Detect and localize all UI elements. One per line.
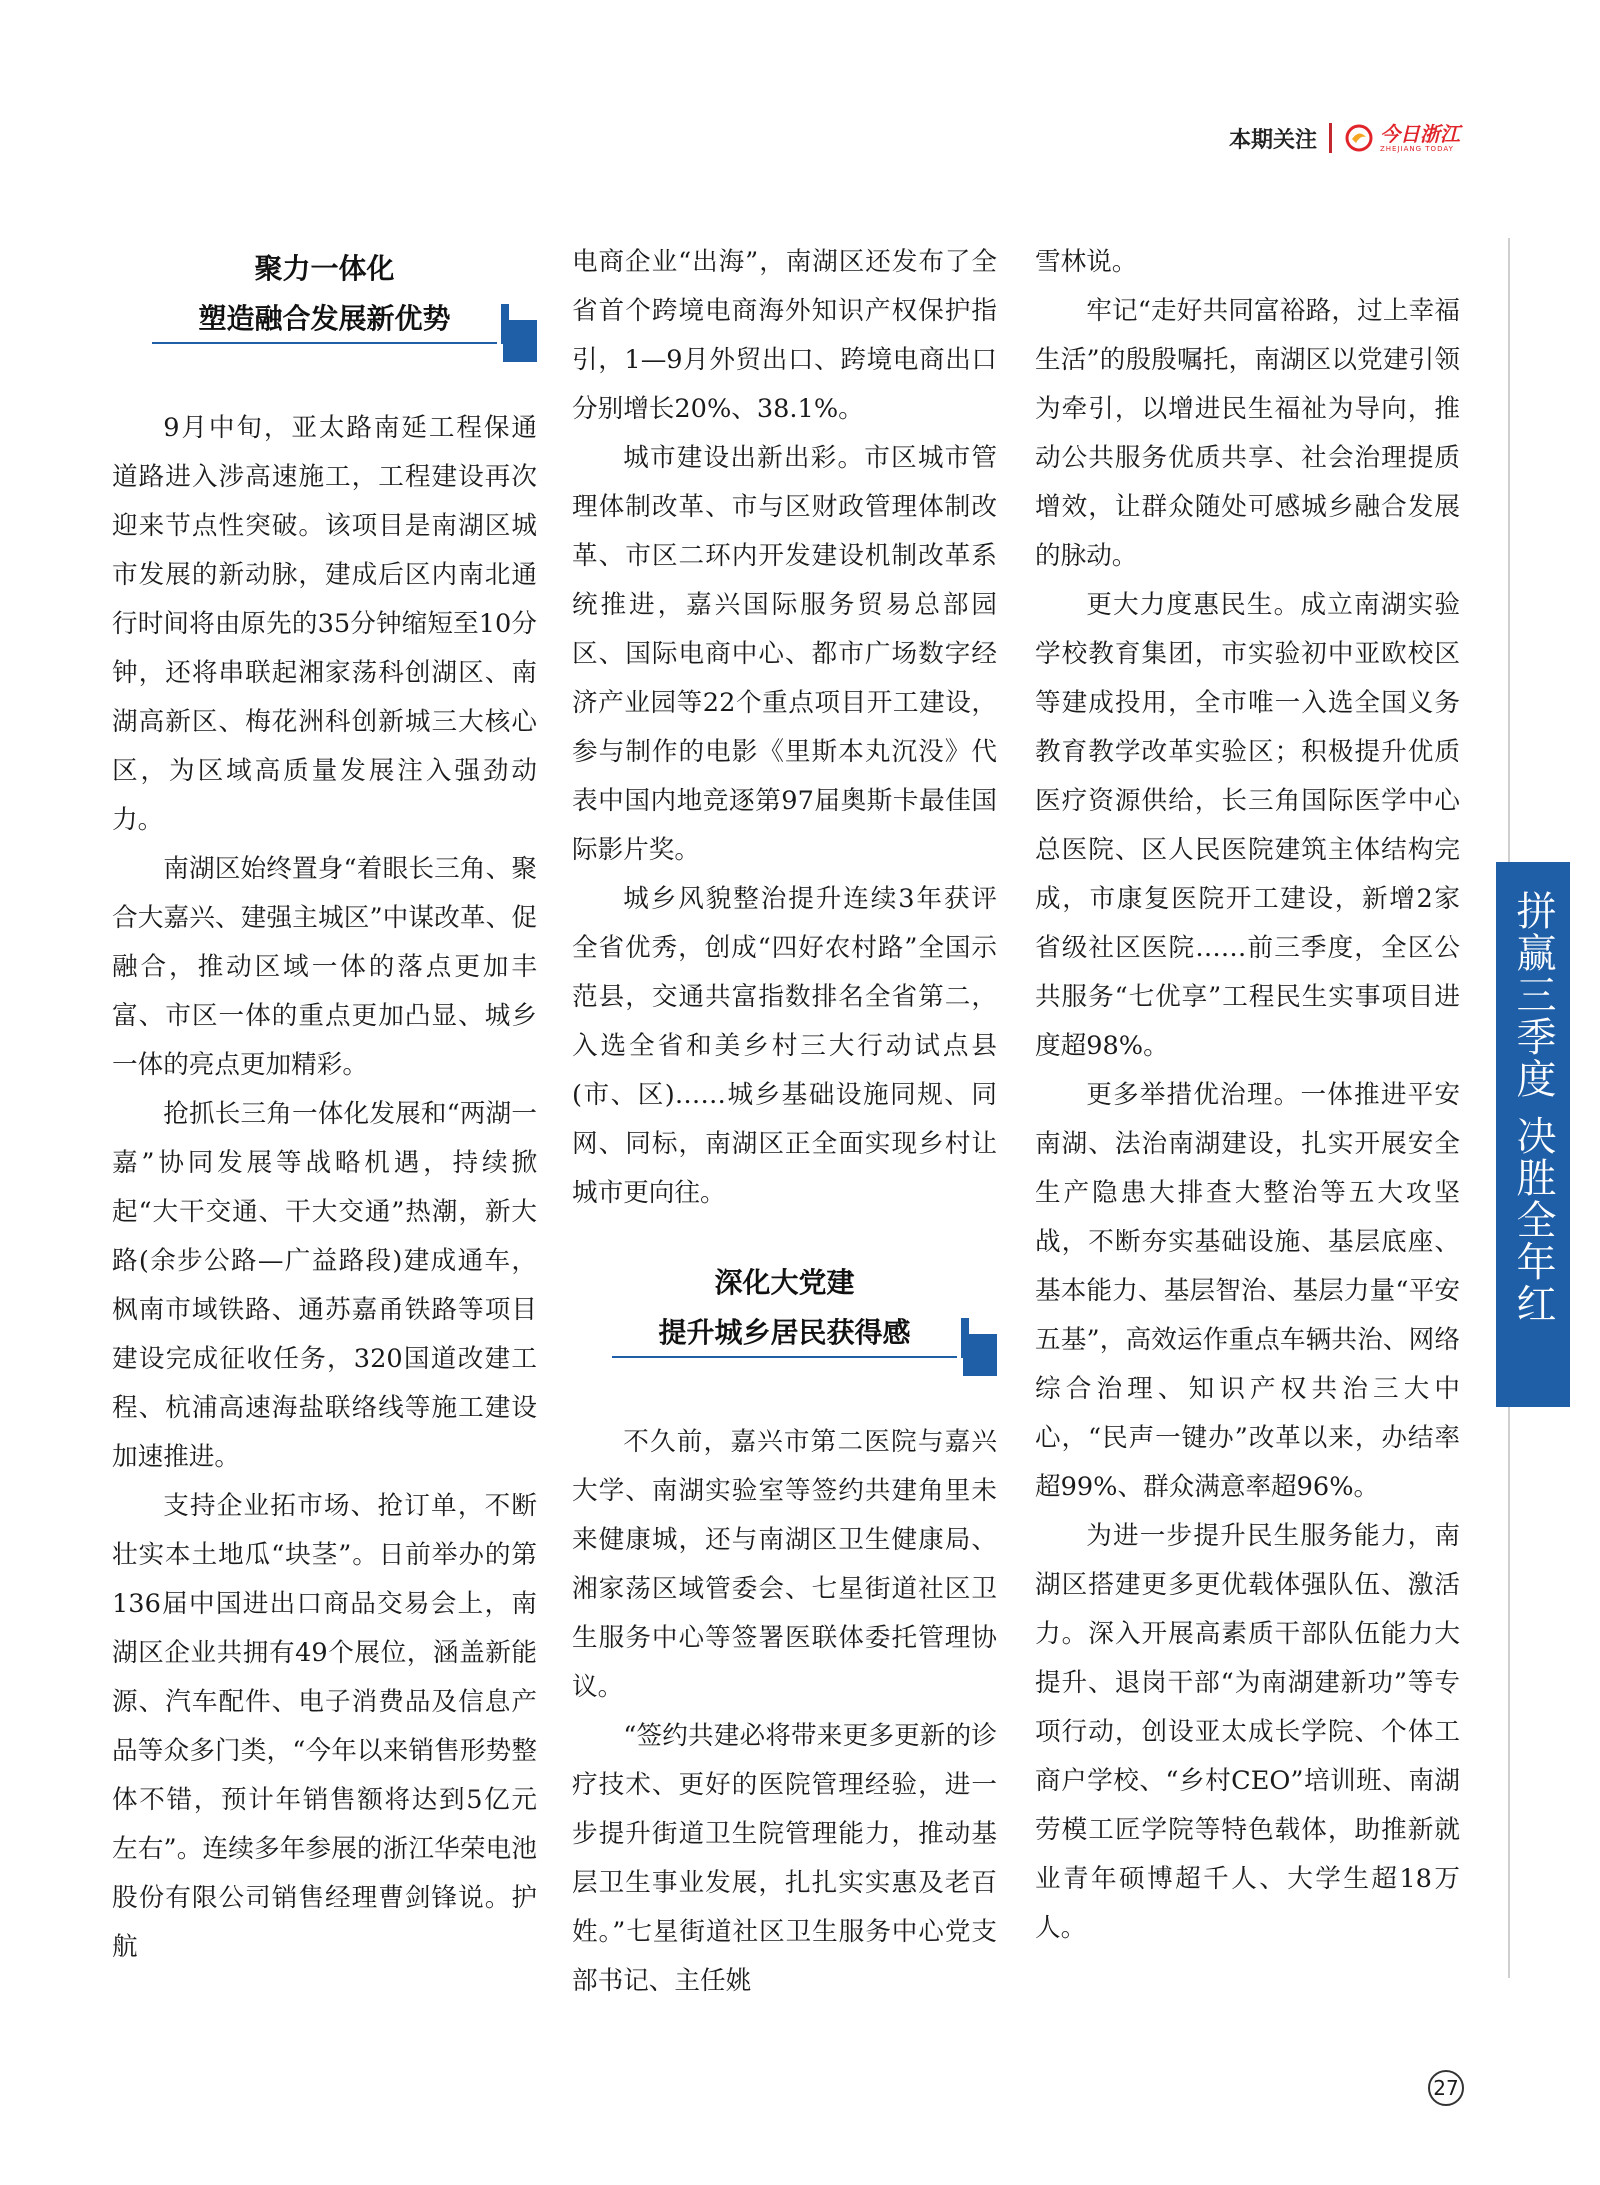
heading-accent-block xyxy=(503,320,537,362)
page-header xyxy=(1229,118,1460,158)
side-tab xyxy=(1496,862,1570,1407)
paragraph: 雪林说。 xyxy=(1035,247,1138,277)
paragraph: 抢抓长三角一体化发展和“两湖一嘉”协同发展等战略机遇，持续掀起“大干交通、干大交通”热潮，新大路(余步公路—广益路段)建成通车，枫南市域铁路、通苏嘉甬铁路等项目建设完成征收任务，320国道改建工程、杭浦高速海盐联络线等施工建设加速推进。 xyxy=(112,1099,537,1472)
paragraph: 支持企业拓市场、抢订单，不断壮实本土地瓜“块茎”。日前举办的第136届中国进出口商品交易会上，南湖区企业共拥有49个展位，涵盖新能源、汽车配件、电子消费品及信息产品等众多门类，“今年以来销售形势整体不错，预计年销售额将达到5亿元左右”。连续多年参展的浙江华荣电池股份有限公司销售经理曹剑锋说。护航 xyxy=(112,1491,537,1962)
heading-underline xyxy=(152,342,497,344)
section-heading-2 xyxy=(572,1252,997,1402)
header-divider xyxy=(1329,123,1332,153)
paragraph: 南湖区始终置身“着眼长三角、聚合大嘉兴、建强主城区”中谋改革、促融合，推动区域一体的落点更加丰富、市区一体的重点更加凸显、城乡一体的亮点更加精彩。 xyxy=(112,854,537,1080)
heading-underline xyxy=(612,1356,957,1358)
paragraph: 城市建设出新出彩。市区城市管理体制改革、市与区财政管理体制改革、市区二环内开发建设机制改革系统推进，嘉兴国际服务贸易总部园区、国际电商中心、都市广场数字经济产业园等22个重点项目开工建设，参与制作的电影《里斯本丸沉没》代表中国内地竞逐第97届奥斯卡最佳国际影片奖。 xyxy=(572,443,997,865)
logo-en: ZHEJIANG TODAY xyxy=(1380,144,1454,153)
section-heading-line1: 聚力一体化 xyxy=(254,252,395,285)
article-column-3 xyxy=(1035,238,1460,1953)
section-heading-line1: 深化大党建 xyxy=(714,1266,855,1299)
section-heading-line2: 提升城乡居民获得感 xyxy=(658,1316,911,1349)
paragraph: “签约共建必将带来更多更新的诊疗技术、更好的医院管理经验，进一步提升街道卫生院管理能力，推动基层卫生事业发展，扎扎实实惠及老百姓。”七星街道社区卫生服务中心党支部书记、主任姚 xyxy=(572,1721,997,1996)
section-heading-line2: 塑造融合发展新优势 xyxy=(198,302,451,335)
paragraph: 更大力度惠民生。成立南湖实验学校教育集团，市实验初中亚欧校区等建成投用，全市唯一入选全国义务教育教学改革实验区；积极提升优质医疗资源供给，长三角国际医学中心总医院、区人民医院建筑主体结构完成，市康复医院开工建设，新增2家省级社区医院……前三季度，全区公共服务“七优享”工程民生实事项目进度超98%。 xyxy=(1035,590,1460,1061)
paragraph: 牢记“走好共同富裕路，过上幸福生活”的殷殷嘱托，南湖区以党建引领为牵引，以增进民生福祉为导向，推动公共服务优质共享、社会治理提质增效，让群众随处可感城乡融合发展的脉动。 xyxy=(1035,296,1460,571)
paragraph: 9月中旬，亚太路南延工程保通道路进入涉高速施工，工程建设再次迎来节点性突破。该项目是南湖区城市发展的新动脉，建成后区内南北通行时间将由原先的35分钟缩短至10分钟，还将串联起湘家荡科创湖区、南湖高新区、梅花洲科创新城三大核心区，为区域高质量发展注入强劲动力。 xyxy=(112,413,537,835)
side-tab-text: 拼赢三季度 决胜全年红 xyxy=(1510,890,1556,1325)
magazine-logo xyxy=(1344,123,1460,154)
paragraph: 电商企业“出海”，南湖区还发布了全省首个跨境电商海外知识产权保护指引，1—9月外贸出口、跨境电商出口分别增长20%、38.1%。 xyxy=(572,247,997,424)
section-heading-1 xyxy=(112,238,537,388)
section-label: 本期关注 xyxy=(1228,127,1317,153)
page-number: 27 xyxy=(1428,2070,1464,2106)
logo-cn: 今日浙江 xyxy=(1380,121,1460,146)
paragraph: 不久前，嘉兴市第二医院与嘉兴大学、南湖实验室等签约共建角里未来健康城，还与南湖区卫生健康局、湘家荡区域管委会、七星街道社区卫生服务中心等签署医联体委托管理协议。 xyxy=(572,1427,997,1702)
paragraph: 为进一步提升民生服务能力，南湖区搭建更多更优载体强队伍、激活力。深入开展高素质干部队伍能力大提升、退岗干部“为南湖建新功”等专项行动，创设亚太成长学院、个体工商户学校、“乡村CEO”培训班、南湖劳模工匠学院等特色载体，助推新就业青年硕博超千人、大学生超18万人。 xyxy=(1035,1521,1460,1943)
heading-accent-block xyxy=(963,1334,997,1376)
logo-swirl-icon xyxy=(1344,123,1374,153)
paragraph: 城乡风貌整治提升连续3年获评全省优秀，创成“四好农村路”全国示范县，交通共富指数排名全省第二，入选全省和美乡村三大行动试点县(市、区)……城乡基础设施同规、同网、同标，南湖区正全面实现乡村让城市更向往。 xyxy=(572,884,997,1208)
article-column-1 xyxy=(112,238,537,1972)
paragraph: 更多举措优治理。一体推进平安南湖、法治南湖建设，扎实开展安全生产隐患大排查大整治等五大攻坚战，不断夯实基础设施、基层底座、基本能力、基层智治、基层力量“平安五基”，高效运作重点车辆共治、网络综合治理、知识产权共治三大中心，“民声一键办”改革以来，办结率超99%、群众满意率超96%。 xyxy=(1035,1080,1460,1502)
article-column-2 xyxy=(572,238,997,2006)
